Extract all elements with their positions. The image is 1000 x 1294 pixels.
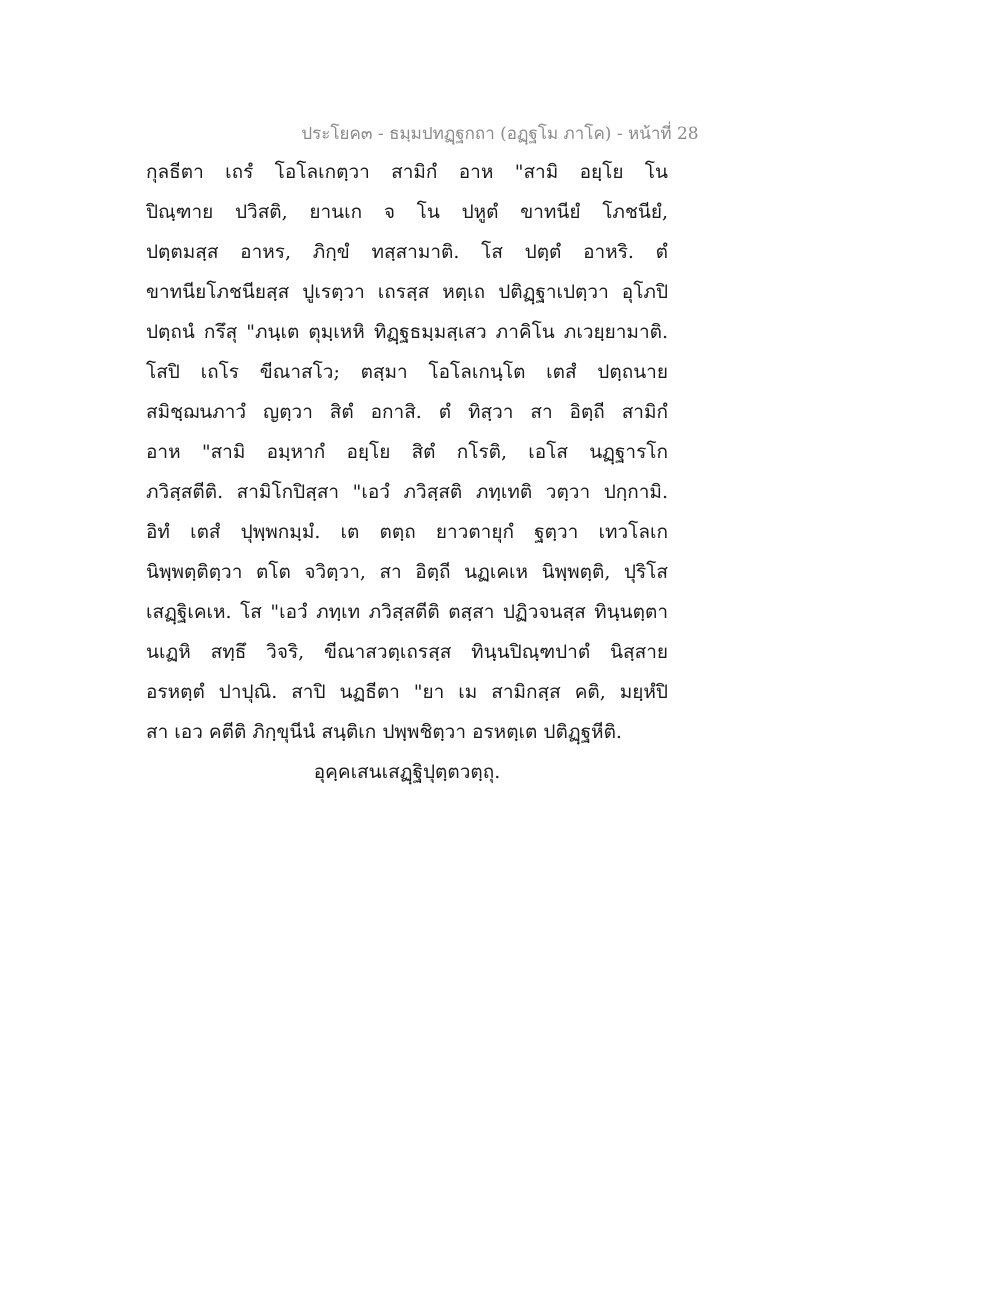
text-line: กุลธีตา เถรํ โอโลเกตฺวา สามิกํ อาห "สามิ อยฺโย โน: [146, 161, 668, 183]
text-line: ปตฺตมสฺส อาหร, ภิกฺขํ ทสฺสามาติ. โส ปตฺตํ อาหริ. ตํ: [146, 241, 668, 263]
text-line: ภวิสฺสตีติ. สามิโกปิสฺสา "เอวํ ภวิสฺสติ ภทฺเทติ วตฺวา ปกฺกามิ.: [146, 481, 668, 503]
text-line: นิพฺพตฺติตฺวา ตโต จวิตฺวา, สา อิตฺถี นฏเคเห นิพฺพตฺติ, ปุริโส: [146, 561, 668, 583]
text-line: เสฏฺฐิเคเห. โส "เอวํ ภทฺเท ภวิสฺสตีติ ตสฺสา ปฏิวจนสฺส ทินฺนตฺตา: [146, 601, 668, 623]
text-line: ปิณฺฑาย ปวิสติ, ยานเก จ โน ปหูตํ ขาทนียํ โภชนียํ,: [146, 201, 668, 223]
text-line: ปตฺถนํ กรึสุ "ภนฺเต ตุมฺเหหิ ทิฏฺฐธมฺมสฺเสว ภาคิโน ภเวยฺยามาติ.: [146, 321, 668, 343]
text-line: อรหตฺตํ ปาปุณิ. สาปิ นฏธีตา "ยา เม สามิกสฺส คติ, มยฺหํปิ: [146, 681, 668, 703]
text-line: สา เอว คตีติ ภิกฺขุนีนํ สนฺติเก ปพฺพชิตฺวา อรหตฺเต ปติฏฺฐหีติ.: [146, 721, 622, 743]
text-line: โสปิ เถโร ขีณาสโว; ตสฺมา โอโลเกนฺโต เตสํ ปตฺถนาย: [146, 361, 668, 383]
text-line: สมิชฺฌนภาวํ ญตฺวา สิตํ อกาสิ. ตํ ทิสฺวา สา อิตฺถี สามิกํ: [146, 401, 668, 423]
body-text: [146, 152, 668, 752]
text-line: อิทํ เตสํ ปุพฺพกมฺมํ. เต ตตฺถ ยาวตายุกํ ฐตฺวา เทวโลเก: [146, 521, 668, 543]
story-closing-title: อุคฺคเสนเสฏฺฐิปุตฺตวตฺถุ.: [313, 761, 501, 783]
text-line: ขาทนียโภชนียสฺส ปูเรตฺวา เถรสฺส หตฺเถ ปติฏฺฐาเปตฺวา อุโภปิ: [146, 281, 668, 303]
text-line: นเฏหิ สทฺธึ วิจริ, ขีณาสวตฺเถรสฺส ทินฺนปิณฺฑปาตํ นิสฺสาย: [146, 641, 668, 663]
running-header: ประโยค๓ - ธมฺมปทฏฺฐกถา (อฏฺฐโม ภาโค) - หน้าที่ 28: [301, 124, 699, 144]
text-line: อาห "สามิ อมฺหากํ อยฺโย สิตํ กโรติ, เอโส นฏฺฐารโก: [146, 441, 668, 463]
